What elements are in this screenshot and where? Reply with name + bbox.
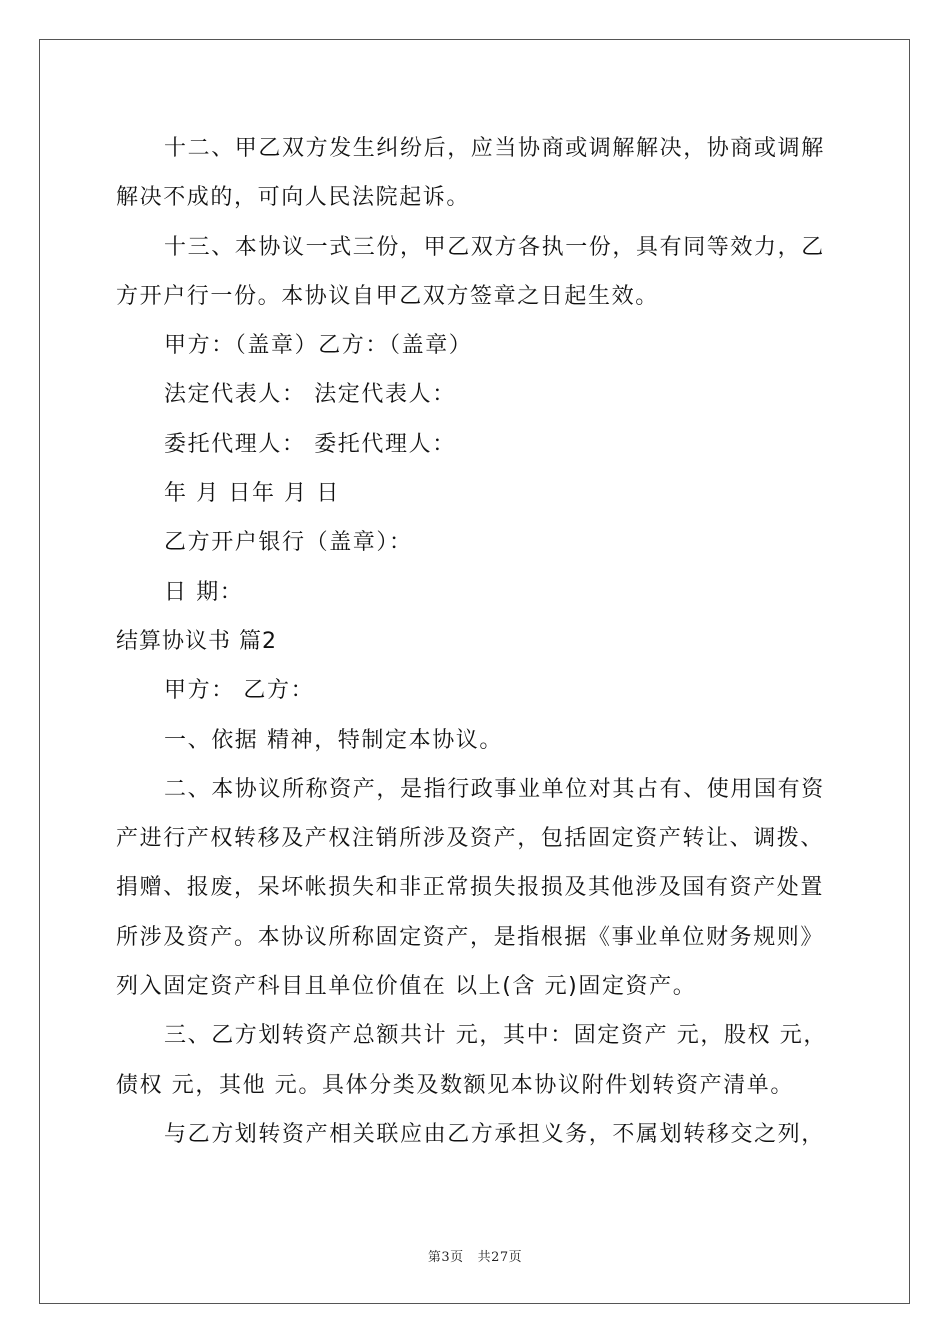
text-line: 列入固定资产科目且单位价值在 以上(含 元)固定资产。 <box>116 974 697 1000</box>
page-number: 第3页 <box>427 1250 464 1265</box>
text-line: 日 期： <box>164 579 244 605</box>
text-line: 三、乙方划转资产总额共计 元，其中：固定资产 元，股权 元， <box>164 1023 827 1049</box>
text-line: 委托代理人： 委托代理人： <box>164 431 456 457</box>
text-line: 甲方：（盖章）乙方：（盖章） <box>164 333 473 359</box>
text-line: 一、依据 精神，特制定本协议。 <box>164 727 503 753</box>
text-line: 所涉及资产。本协议所称固定资产，是指根据《事业单位财务规则》 <box>116 924 825 950</box>
text-line: 年 月 日年 月 日 <box>164 481 340 507</box>
page-total: 共27页 <box>477 1250 523 1265</box>
text-line: 乙方开户银行（盖章）： <box>164 530 413 556</box>
text-line: 方开户行一份。本协议自甲乙双方签章之日起生效。 <box>116 283 659 309</box>
document-body <box>116 124 836 1159</box>
page-footer <box>0 1246 950 1265</box>
text-line: 二、本协议所称资产，是指行政事业单位对其占有、使用国有资 <box>164 776 825 802</box>
text-line: 十二、甲乙双方发生纠纷后，应当协商或调解解决，协商或调解 <box>164 136 825 161</box>
text-line: 解决不成的，可向人民法院起诉。 <box>116 185 471 211</box>
text-line: 债权 元，其他 元。具体分类及数额见本协议附件划转资产清单。 <box>116 1072 794 1098</box>
text-line: 与乙方划转资产相关联应由乙方承担义务，不属划转移交之列， <box>164 1121 825 1147</box>
text-line: 甲方： 乙方： <box>164 678 315 704</box>
section-heading: 结算协议书 篇2 <box>116 628 277 654</box>
text-line: 捐赠、报废，呆坏帐损失和非正常损失报损及其他涉及国有资产处置 <box>116 875 825 901</box>
text-line: 十三、本协议一式三份，甲乙双方各执一份，具有同等效力，乙 <box>164 234 825 260</box>
text-line: 法定代表人： 法定代表人： <box>164 382 456 408</box>
text-line: 产进行产权转移及产权注销所涉及资产，包括固定资产转让、调拨、 <box>116 826 825 852</box>
